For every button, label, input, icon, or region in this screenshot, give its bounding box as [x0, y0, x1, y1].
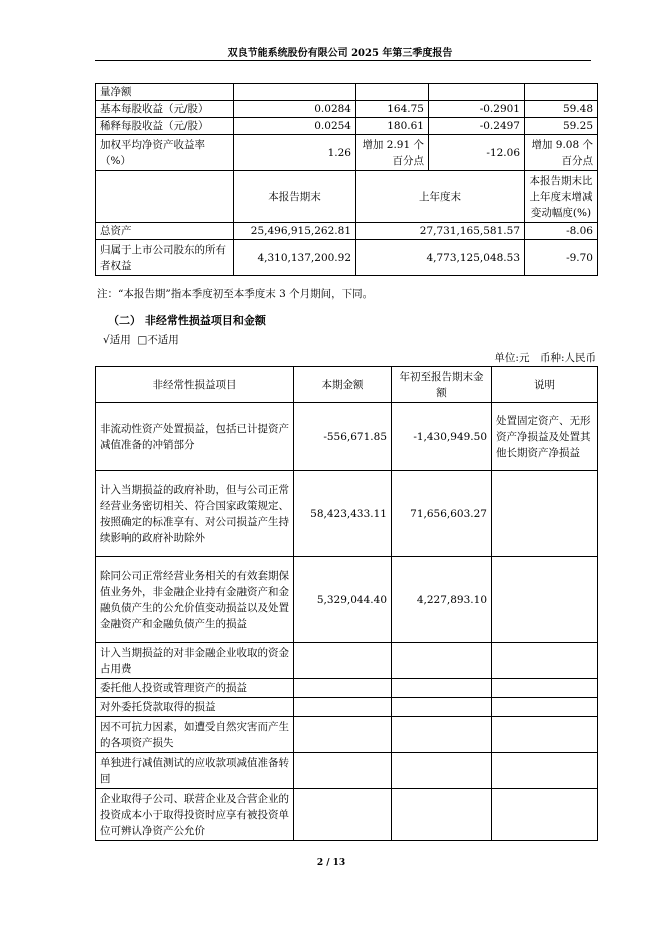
change-value: 增加 2.91 个百分点 [356, 135, 429, 171]
change-value: 180.61 [356, 118, 429, 135]
col-header-prior: 上年度末 [356, 171, 525, 223]
change-value: -8.06 [525, 223, 598, 240]
current-amount [294, 698, 392, 717]
col-header-change: 本报告期末比上年度末增减变动幅度(%) [525, 171, 598, 223]
report-header-title: 双良节能系统股份有限公司 2025 年第三季度报告 [227, 48, 453, 59]
prior-value: 4,773,125,048.53 [356, 240, 525, 276]
current-amount [294, 717, 392, 753]
table-row [96, 643, 598, 679]
ytd-amount [392, 789, 492, 841]
current-amount [294, 753, 392, 789]
table-row [96, 698, 598, 717]
current-amount [294, 643, 392, 679]
ytd-amount [392, 643, 492, 679]
table-row [96, 557, 598, 643]
item-label: 单独进行减值测试的应收款项减值准备转回 [96, 753, 294, 789]
current-value: 4,310,137,200.92 [234, 240, 356, 276]
page-number: 2 / 13 [316, 858, 346, 868]
current-amount [294, 789, 392, 841]
change-value: -9.70 [525, 240, 598, 276]
table-row [96, 471, 598, 557]
row-label: 稀释每股收益（元/股） [96, 118, 234, 135]
row-label: 加权平均净资产收益率（%） [96, 135, 234, 171]
table-row [96, 101, 598, 118]
item-label: 对外委托贷款取得的损益 [96, 698, 294, 717]
checked-icon[interactable]: √ [103, 334, 110, 346]
table-row [96, 223, 598, 240]
key-metrics-table [95, 83, 598, 276]
not-applicable-label: 不适用 [147, 334, 179, 346]
item-label: 因不可抗力因素，如遭受自然灾害而产生的各项资产损失 [96, 717, 294, 753]
current-value: 25,496,915,262.81 [234, 223, 356, 240]
row-label: 基本每股收益（元/股） [96, 101, 234, 118]
row-label: 量净额 [96, 84, 234, 101]
applicability-options [103, 332, 179, 347]
item-label: 除同公司正常经营业务相关的有效套期保值业务外，非金融企业持有金融资产和金融负债产生的公允价值变动损益以及处置金融资产和金融负债产生的损益 [96, 557, 294, 643]
prior-value: 27,731,165,581.57 [356, 223, 525, 240]
ytd-change-value: 增加 9.08 个百分点 [525, 135, 598, 171]
current-value: 0.0254 [234, 118, 356, 135]
current-amount [294, 679, 392, 698]
ytd-amount: -1,430,949.50 [392, 403, 492, 471]
current-amount: 58,423,433.11 [294, 471, 392, 557]
table-row [96, 240, 598, 276]
item-label: 企业取得子公司、联营企业及合营企业的投资成本小于取得投资时应享有被投资单位可辨认净资产公允价 [96, 789, 294, 841]
current-value: 0.0284 [234, 101, 356, 118]
ytd-amount [392, 679, 492, 698]
ytd-value: -0.2901 [429, 101, 525, 118]
ytd-amount [392, 753, 492, 789]
item-label: 非流动性资产处置损益，包括已计提资产减值准备的冲销部分 [96, 403, 294, 471]
row-label: 归属于上市公司股东的所有者权益 [96, 240, 234, 276]
col-header-current: 本报告期末 [234, 171, 356, 223]
ytd-amount: 4,227,893.10 [392, 557, 492, 643]
item-note [492, 717, 598, 753]
ytd-amount [392, 717, 492, 753]
section-title: （二） 非经常性损益项目和金额 [108, 314, 266, 327]
applicable-label: 适用 [109, 334, 131, 346]
ytd-change-value: 59.48 [525, 101, 598, 118]
change-value: 164.75 [356, 101, 429, 118]
col-header-ytd: 年初至报告期末金额 [392, 367, 492, 403]
period-note: 注：“本报告期”指本季度初至本季度末 3 个月期间，下同。 [97, 288, 374, 300]
table-row [96, 118, 598, 135]
item-note [492, 557, 598, 643]
current-value: 1.26 [234, 135, 356, 171]
row-label: 总资产 [96, 223, 234, 240]
item-label: 委托他人投资或管理资产的损益 [96, 679, 294, 698]
col-header-item: 非经常性损益项目 [96, 367, 294, 403]
col-header-note: 说明 [492, 367, 598, 403]
header-rule [95, 60, 591, 61]
unchecked-icon[interactable]: □ [137, 334, 148, 346]
non-recurring-items-table [95, 366, 598, 841]
table-row [96, 84, 598, 101]
item-note [492, 679, 598, 698]
table-header-row [96, 171, 598, 223]
current-amount: -556,671.85 [294, 403, 392, 471]
item-label: 计入当期损益的对非金融企业收取的资金占用费 [96, 643, 294, 679]
ytd-change-value: 59.25 [525, 118, 598, 135]
item-note [492, 698, 598, 717]
table-header-row [96, 367, 598, 403]
table-row [96, 135, 598, 171]
table-row [96, 679, 598, 698]
item-note [492, 789, 598, 841]
unit-currency: 单位:元 币种:人民币 [494, 352, 596, 364]
current-amount: 5,329,044.40 [294, 557, 392, 643]
ytd-amount [392, 698, 492, 717]
table-row [96, 753, 598, 789]
item-note: 处置固定资产、无形资产净损益及处置其他长期资产净损益 [492, 403, 598, 471]
item-note [492, 471, 598, 557]
ytd-value: -12.06 [429, 135, 525, 171]
item-note [492, 643, 598, 679]
ytd-value: -0.2497 [429, 118, 525, 135]
item-label: 计入当期损益的政府补助，但与公司正常经营业务密切相关、符合国家政策规定、按照确定的标准享有、对公司损益产生持续影响的政府补助除外 [96, 471, 294, 557]
item-note [492, 753, 598, 789]
table-row [96, 403, 598, 471]
table-row [96, 789, 598, 841]
col-header-current: 本期金额 [294, 367, 392, 403]
ytd-amount: 71,656,603.27 [392, 471, 492, 557]
table-row [96, 717, 598, 753]
